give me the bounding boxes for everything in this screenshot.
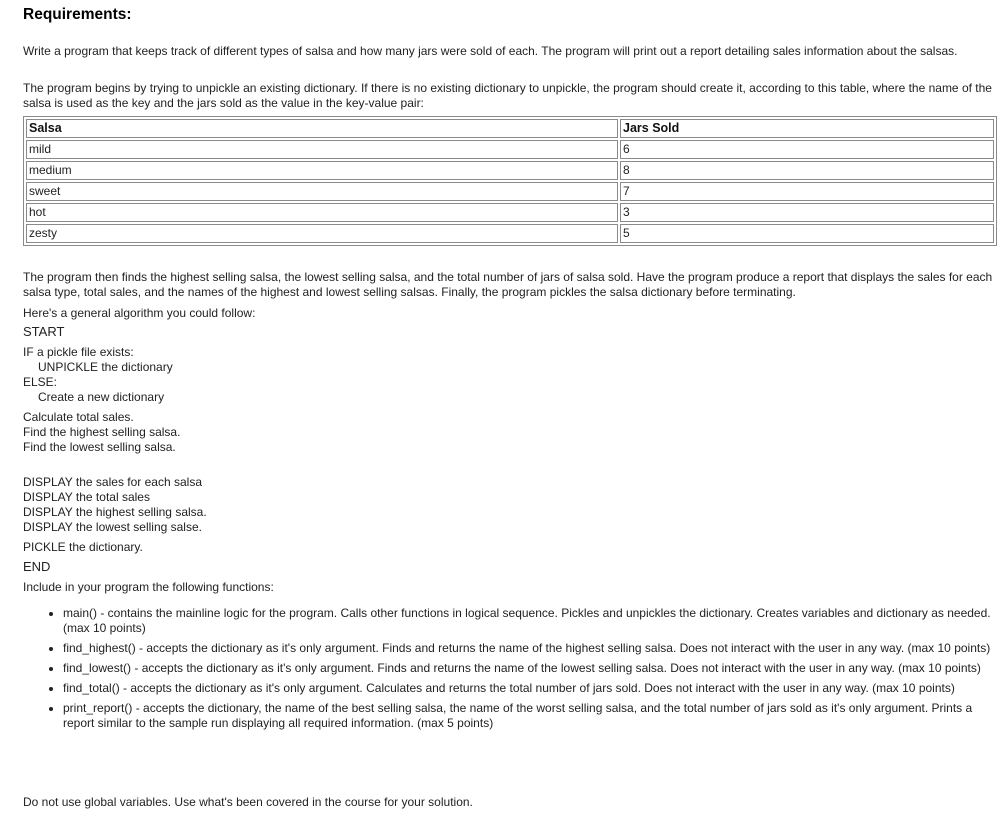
column-header-salsa: Salsa	[26, 119, 618, 138]
algorithm-find-lowest: Find the lowest selling salsa.	[23, 440, 176, 454]
algorithm-pickle: PICKLE the dictionary.	[23, 540, 143, 554]
jars-sold-cell: 6	[620, 140, 994, 159]
jars-sold-cell: 8	[620, 161, 994, 180]
algorithm-display-highest: DISPLAY the highest selling salsa.	[23, 505, 207, 519]
algorithm-intro: Here's a general algorithm you could follow:	[23, 306, 256, 320]
algorithm-display-lowest: DISPLAY the lowest selling salse.	[23, 520, 202, 534]
algorithm-unpickle: UNPICKLE the dictionary	[38, 360, 173, 374]
salsa-table	[23, 116, 997, 246]
list-item: • print_report() - accepts the dictionary, the name of the best selling salsa, the name of the worst selling salsa, and the total number of jars sold as it's only argument. Prints a report similar to the sample run displaying all required information. (max 5 points)	[63, 701, 998, 731]
list-item: • main() - contains the mainline logic for the program. Calls other functions in logical sequence. Pickles and unpickles the dictionary. Creates variables and dictionary as needed. (max 10 points)	[63, 606, 998, 636]
list-item: • find_lowest() - accepts the dictionary as it's only argument. Finds and returns the name of the lowest selling salsa. Does not interact with the user in any way. (max 10 points)	[63, 661, 998, 676]
dictionary-paragraph: The program begins by trying to unpickle an existing dictionary. If there is no existing dictionary to unpickle, the program should create it, according to this table, where the name of the salsa is used as the key and the jars sold as the value in the key-value pair:	[23, 81, 992, 110]
algorithm-create: Create a new dictionary	[38, 390, 165, 404]
algorithm-calc-total: Calculate total sales.	[23, 410, 134, 424]
intro-paragraph: Write a program that keeps track of different types of salsa and how many jars were sold of each. The program will print out a report detailing sales information about the salsas.	[23, 44, 958, 58]
algorithm-end: END	[23, 559, 51, 574]
jars-sold-cell: 3	[620, 203, 994, 222]
algorithm-display-total: DISPLAY the total sales	[23, 490, 150, 504]
table-row	[26, 224, 994, 243]
salsa-name-cell: medium	[26, 161, 618, 180]
algorithm-start: START	[23, 324, 65, 339]
jars-sold-cell: 5	[620, 224, 994, 243]
functions-list	[23, 606, 998, 736]
column-header-jars-sold: Jars Sold	[620, 119, 994, 138]
list-item: • find_total() - accepts the dictionary as it's only argument. Calculates and returns the total number of jars sold. Does not interact with the user in any way. (max 10 points)	[63, 681, 998, 696]
table-header-row	[26, 119, 994, 138]
page-title: Requirements:	[23, 6, 132, 23]
table-row	[26, 203, 994, 222]
jars-sold-cell: 7	[620, 182, 994, 201]
closing-note: Do not use global variables. Use what's been covered in the course for your solution.	[23, 795, 473, 809]
algorithm-find-highest: Find the highest selling salsa.	[23, 425, 181, 439]
table-row	[26, 182, 994, 201]
list-item: • find_highest() - accepts the dictionary as it's only argument. Finds and returns the name of the highest selling salsa. Does not interact with the user in any way. (max 10 points)	[63, 641, 998, 656]
salsa-name-cell: hot	[26, 203, 618, 222]
report-paragraph: The program then finds the highest selling salsa, the lowest selling salsa, and the total number of jars of salsa sold. Have the program produce a report that displays the sales for each salsa type, total sales, and the names of the highest and lowest selling salsas. Finally, the program pickles the salsa dictionary before terminating.	[23, 270, 993, 299]
salsa-name-cell: sweet	[26, 182, 618, 201]
table-row	[26, 161, 994, 180]
salsa-name-cell: mild	[26, 140, 618, 159]
algorithm-display-each: DISPLAY the sales for each salsa	[23, 475, 202, 489]
algorithm-if: IF a pickle file exists:	[23, 345, 134, 359]
table-row	[26, 140, 994, 159]
algorithm-else: ELSE:	[23, 375, 58, 389]
salsa-name-cell: zesty	[26, 224, 618, 243]
functions-intro: Include in your program the following functions:	[23, 580, 274, 594]
